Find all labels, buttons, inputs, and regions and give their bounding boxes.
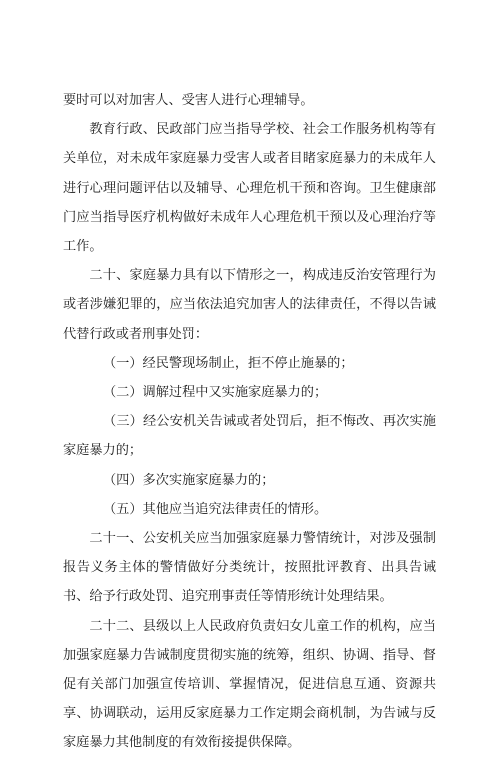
article-20-item-3: （三）经公安机关告诫或者处罚后，拒不悔改、再次实施家庭暴力的； — [63, 414, 436, 459]
paragraph-continuation: 要时可以对加害人、受害人进行心理辅导。 — [63, 93, 314, 108]
article-20: 二十、家庭暴力具有以下情形之一，构成违反治安管理行为或者涉嫌犯罪的，应当依法追究加害人的法律责任，不得以告诫代替行政或者刑事处罚： — [63, 268, 436, 342]
article-21: 二十一、公安机关应当加强家庭暴力警情统计，对涉及强制报告义务主体的警情做好分类统计，按照批评教育、出具告诫书、给予行政处罚、追究刑事责任等情形统计处理结果。 — [63, 531, 436, 605]
paragraph-education-civil-affairs: 教育行政、民政部门应当指导学校、社会工作服务机构等有关单位，对未成年家庭暴力受害人或者目睹家庭暴力的未成年人进行心理问题评估以及辅导、心理危机干预和咨询。卫生健康部门应当指导医疗机构做好未成年人心理危机干预以及心理治疗等工作。 — [63, 122, 436, 255]
article-20-item-1: （一）经民警现场制止，拒不停止施暴的； — [103, 355, 354, 371]
article-20-item-4: （四）多次实施家庭暴力的； — [103, 472, 275, 488]
article-20-item-2: （二）调解过程中又实施家庭暴力的； — [103, 385, 328, 401]
article-22: 二十二、县级以上人民政府负责妇女儿童工作的机构，应当加强家庭暴力告诫制度贯彻实施的统筹，组织、协调、指导、督促有关部门加强宣传培训、掌握情况，促进信息互通、资源共享、协调联动，运用反家庭暴力工作定期会商机制，为告诫与反家庭暴力其他制度的有效衔接提供保障。 — [63, 618, 436, 751]
article-20-item-5: （五）其他应当追究法律责任的情形。 — [103, 501, 328, 517]
